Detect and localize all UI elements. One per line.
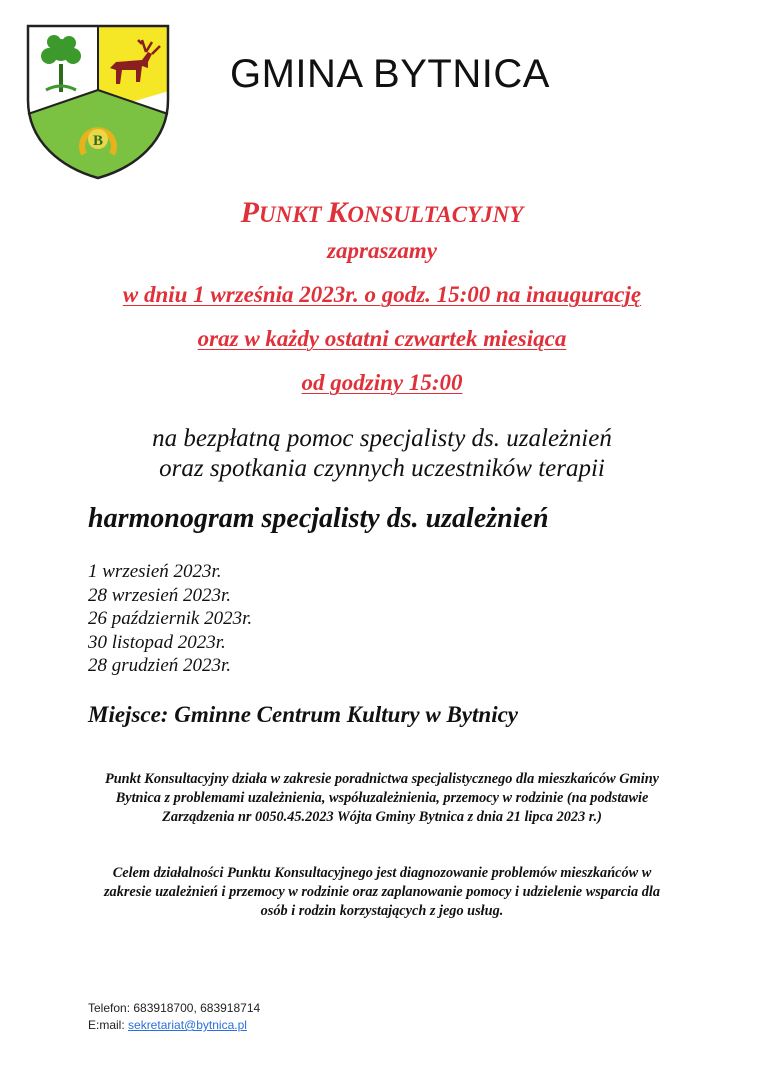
intro-line-1: na bezpłatną pomoc specjalisty ds. uzależnień <box>152 425 612 452</box>
crest-letter: B <box>92 133 104 149</box>
page-title: GMINA BYTNICA <box>230 52 550 96</box>
location: Miejsce: Gminne Centrum Kultury w Bytnicy <box>88 702 519 727</box>
phone-number: 683918700, 683918714 <box>133 1001 261 1015</box>
schedule-date: 1 wrzesień 2023r. <box>88 561 222 582</box>
schedule-date: 28 grudzień 2023r. <box>88 655 232 676</box>
schedule-date: 26 październik 2023r. <box>88 608 253 629</box>
schedule-dates <box>88 560 252 678</box>
schedule-heading: harmonogram specjalisty ds. uzależnień <box>88 503 549 534</box>
intro-line-2: oraz spotkania czynnych uczestników terapii <box>159 455 605 482</box>
coat-of-arms-icon <box>24 22 172 180</box>
phone-line: Telefon: 683918700, 683918714 <box>88 1001 261 1015</box>
contact-info <box>88 1000 260 1034</box>
goal-paragraph: Celem działalności Punktu Konsultacyjnego jest diagnozowanie problemów mieszkańców w zakresie uzależnień i przemocy w rodzinie oraz zaplanowanie pomocy i udzielenie wsparcia dla osób i rodzin korzystających z jego usług. <box>103 865 660 919</box>
recurring-date: oraz w każdy ostatni czwartek miesiąca <box>197 326 567 351</box>
schedule-date: 30 listopad 2023r. <box>88 631 226 653</box>
invite-text: zapraszamy <box>327 238 437 263</box>
inauguration-date: w dniu 1 września 2023r. o godz. 15:00 na inaugurację <box>122 282 642 307</box>
intro-text <box>0 424 764 484</box>
description-paragraph: Punkt Konsultacyjny działa w zakresie poradnictwa specjalistycznego dla mieszkańców Gminy Bytnica z problemami uzależnienia, współuzależnienia, przemocy w rodzinie (na podstawie Zarządzenia nr 0050.45.2023 Wójta Gminy Bytnica z dnia 21 lipca 2023 r.) <box>104 771 660 825</box>
email-link[interactable]: sekretariat@bytnica.pl <box>128 1018 247 1032</box>
announcement-title: PUNKT KONSULTACYJNY <box>240 196 524 229</box>
schedule-date: 28 wrzesień 2023r. <box>88 584 232 606</box>
start-time: od godziny 15:00 <box>301 370 463 395</box>
email-line: E:mail: sekretariat@bytnica.pl <box>88 1018 247 1032</box>
